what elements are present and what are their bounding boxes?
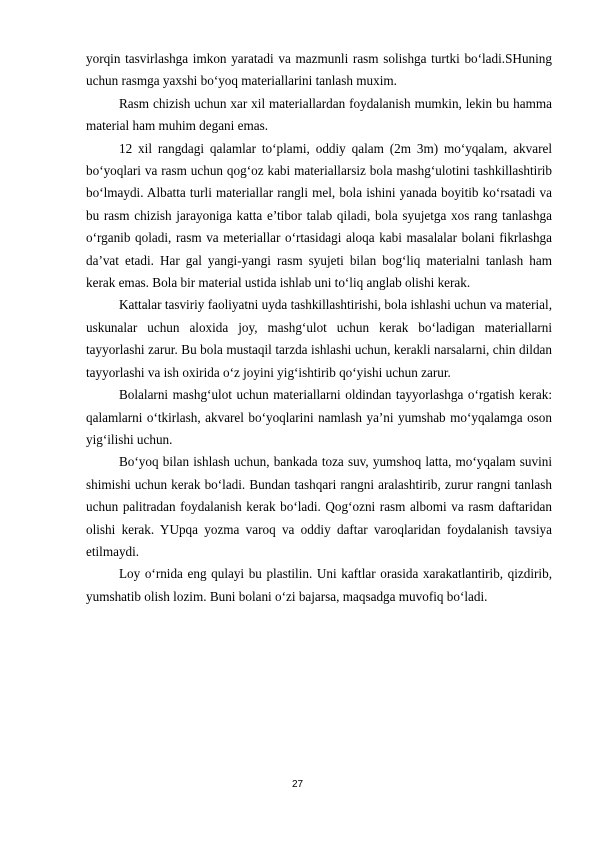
- paragraph-paint-work: Bo‘yoq bilan ishlash uchun, bankada toza suv, yumshoq latta, mo‘yqalam suvini shimishi uchun kerak bo‘ladi. Bundan tashqari rangni aralashtirib, zurur rangni tanlash uchun palitradan foydalanish kerak bo‘ladi. Qog‘ozni rasm albomi va rasm daftaridan olishi kerak. YUpqa yozma varoq va oddiy daftar varoqlaridan foydalanish tavsiya etilmaydi.: [86, 454, 552, 559]
- paragraph-continuation: yorqin tasvirlashga imkon yaratadi va mazmunli rasm solishga turtki bo‘ladi.SHuning uchun rasmga yaxshi bo‘yoq materiallarini tanlash muxim.: [86, 51, 552, 89]
- paragraph-pencil-set: 12 xil rangdagi qalamlar to‘plami, oddiy qalam (2m 3m) mo‘yqalam, akvarel bo‘yoqlari va rasm uchun qog‘oz kabi materiallarsiz bola mashg‘ulotini tashkillashtirib bo‘lmaydi. Albatta turli materiallar rangli mel, bola ishini yanada boyitib ko‘rsatadi va bu rasm chizish jarayoniga katta e’tibor talab qiladi, bola syujetga xos rang tanlashga o‘rganib qoladi, rasm va meteriallar o‘rtasidagi aloqa kabi masalalar bolani fikrlashga da’vat etadi. Har gal yangi-yangi rasm syujeti bilan bog‘liq materialni tanlash ham kerak emas. Bola bir material ustida ishlab uni to‘liq anglab olishi kerak.: [86, 140, 552, 291]
- page-number: 27: [291, 779, 304, 790]
- document-page: [86, 48, 552, 608]
- paragraph-prepare-materials: Bolalarni mashg‘ulot uchun materiallarni oldindan tayyorlashga o‘rgatish kerak: qalamlarni o‘tkirlash, akvarel bo‘yoqlarini namlash ya’ni yumshab mo‘yqalamga oson yig‘ilishi uchun.: [86, 387, 552, 447]
- paragraph-plasticine: Loy o‘rnida eng qulayi bu plastilin. Uni kaftlar orasida xarakatlantirib, qizdirib, yumshatib olish lozim. Buni bolani o‘zi bajarsa, maqsadga muvofiq bo‘ladi.: [86, 566, 552, 604]
- paragraph-materials-intro: Rasm chizish uchun xar xil materiallardan foydalanish mumkin, lekin bu hamma material ham muhim degani emas.: [86, 95, 552, 134]
- paragraph-adults-organize: Kattalar tasviriy faoliyatni uyda tashkillashtirishi, bola ishlashi uchun va material, uskunalar uchun aloxida joy, mashg‘ulot uchun kerak bo‘ladigan materiallarni tayyorlashi zarur. Bu bola mustaqil tarzda ishlashi uchun, kerakli narsalarni, chin dildan tayyorlashi va ish oxirida o‘z joyini yig‘ishtirib qo‘yishi uchun zarur.: [86, 297, 552, 380]
